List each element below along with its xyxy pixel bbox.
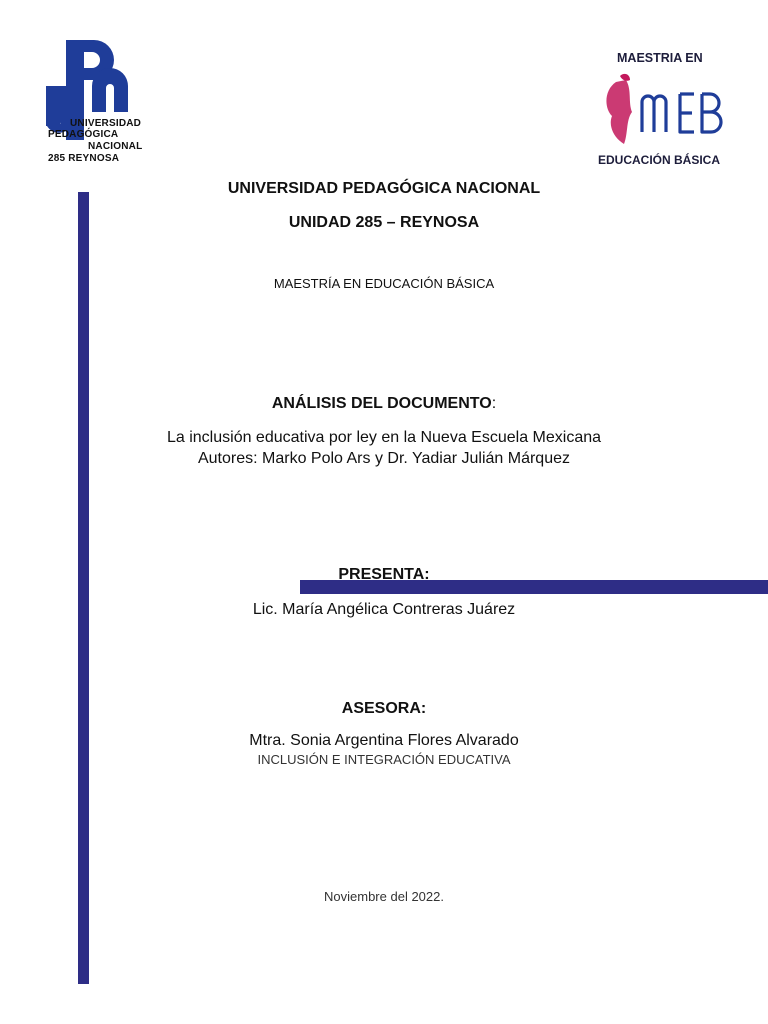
upn-logo-line1: UNIVERSIDAD [70,118,142,129]
analysis-heading-text: ANÁLISIS DEL DOCUMENTO [271,395,492,412]
meb-logo-top-text: MAESTRIA EN [617,51,703,65]
presenter-name: Lic. María Angélica Contreras Juárez [252,601,516,618]
unit-name: UNIDAD 285 – REYNOSA [288,214,480,231]
document-authors: Autores: Marko Polo Ars y Dr. Yadiar Julián Márquez [197,450,570,467]
university-name: UNIVERSIDAD PEDAGÓGICA NACIONAL [227,180,541,197]
advisor-name: Mtra. Sonia Argentina Flores Alvarado [249,732,519,749]
program-name: MAESTRÍA EN EDUCACIÓN BÁSICA [273,276,495,291]
analysis-heading [0,395,768,413]
date: Noviembre del 2022. [324,889,444,904]
upn-logo-line3: NACIONAL [88,141,143,152]
course-name: INCLUSIÓN E INTEGRACIÓN EDUCATIVA [257,752,511,767]
advisor-heading: ASESORA: [341,700,427,717]
analysis-heading-suffix: : [491,395,497,412]
meb-logo-bottom-text: EDUCACIÓN BÁSICA [598,153,721,167]
presenter-heading: PRESENTA: [338,566,430,583]
document-title: La inclusión educativa por ley en la Nueva Escuela Mexicana [166,429,602,446]
upn-logo-line2: PEDAGÓGICA [48,129,119,140]
upn-logo-line4: 285 REYNOSA [48,153,120,164]
vertical-accent-bar [78,192,89,984]
